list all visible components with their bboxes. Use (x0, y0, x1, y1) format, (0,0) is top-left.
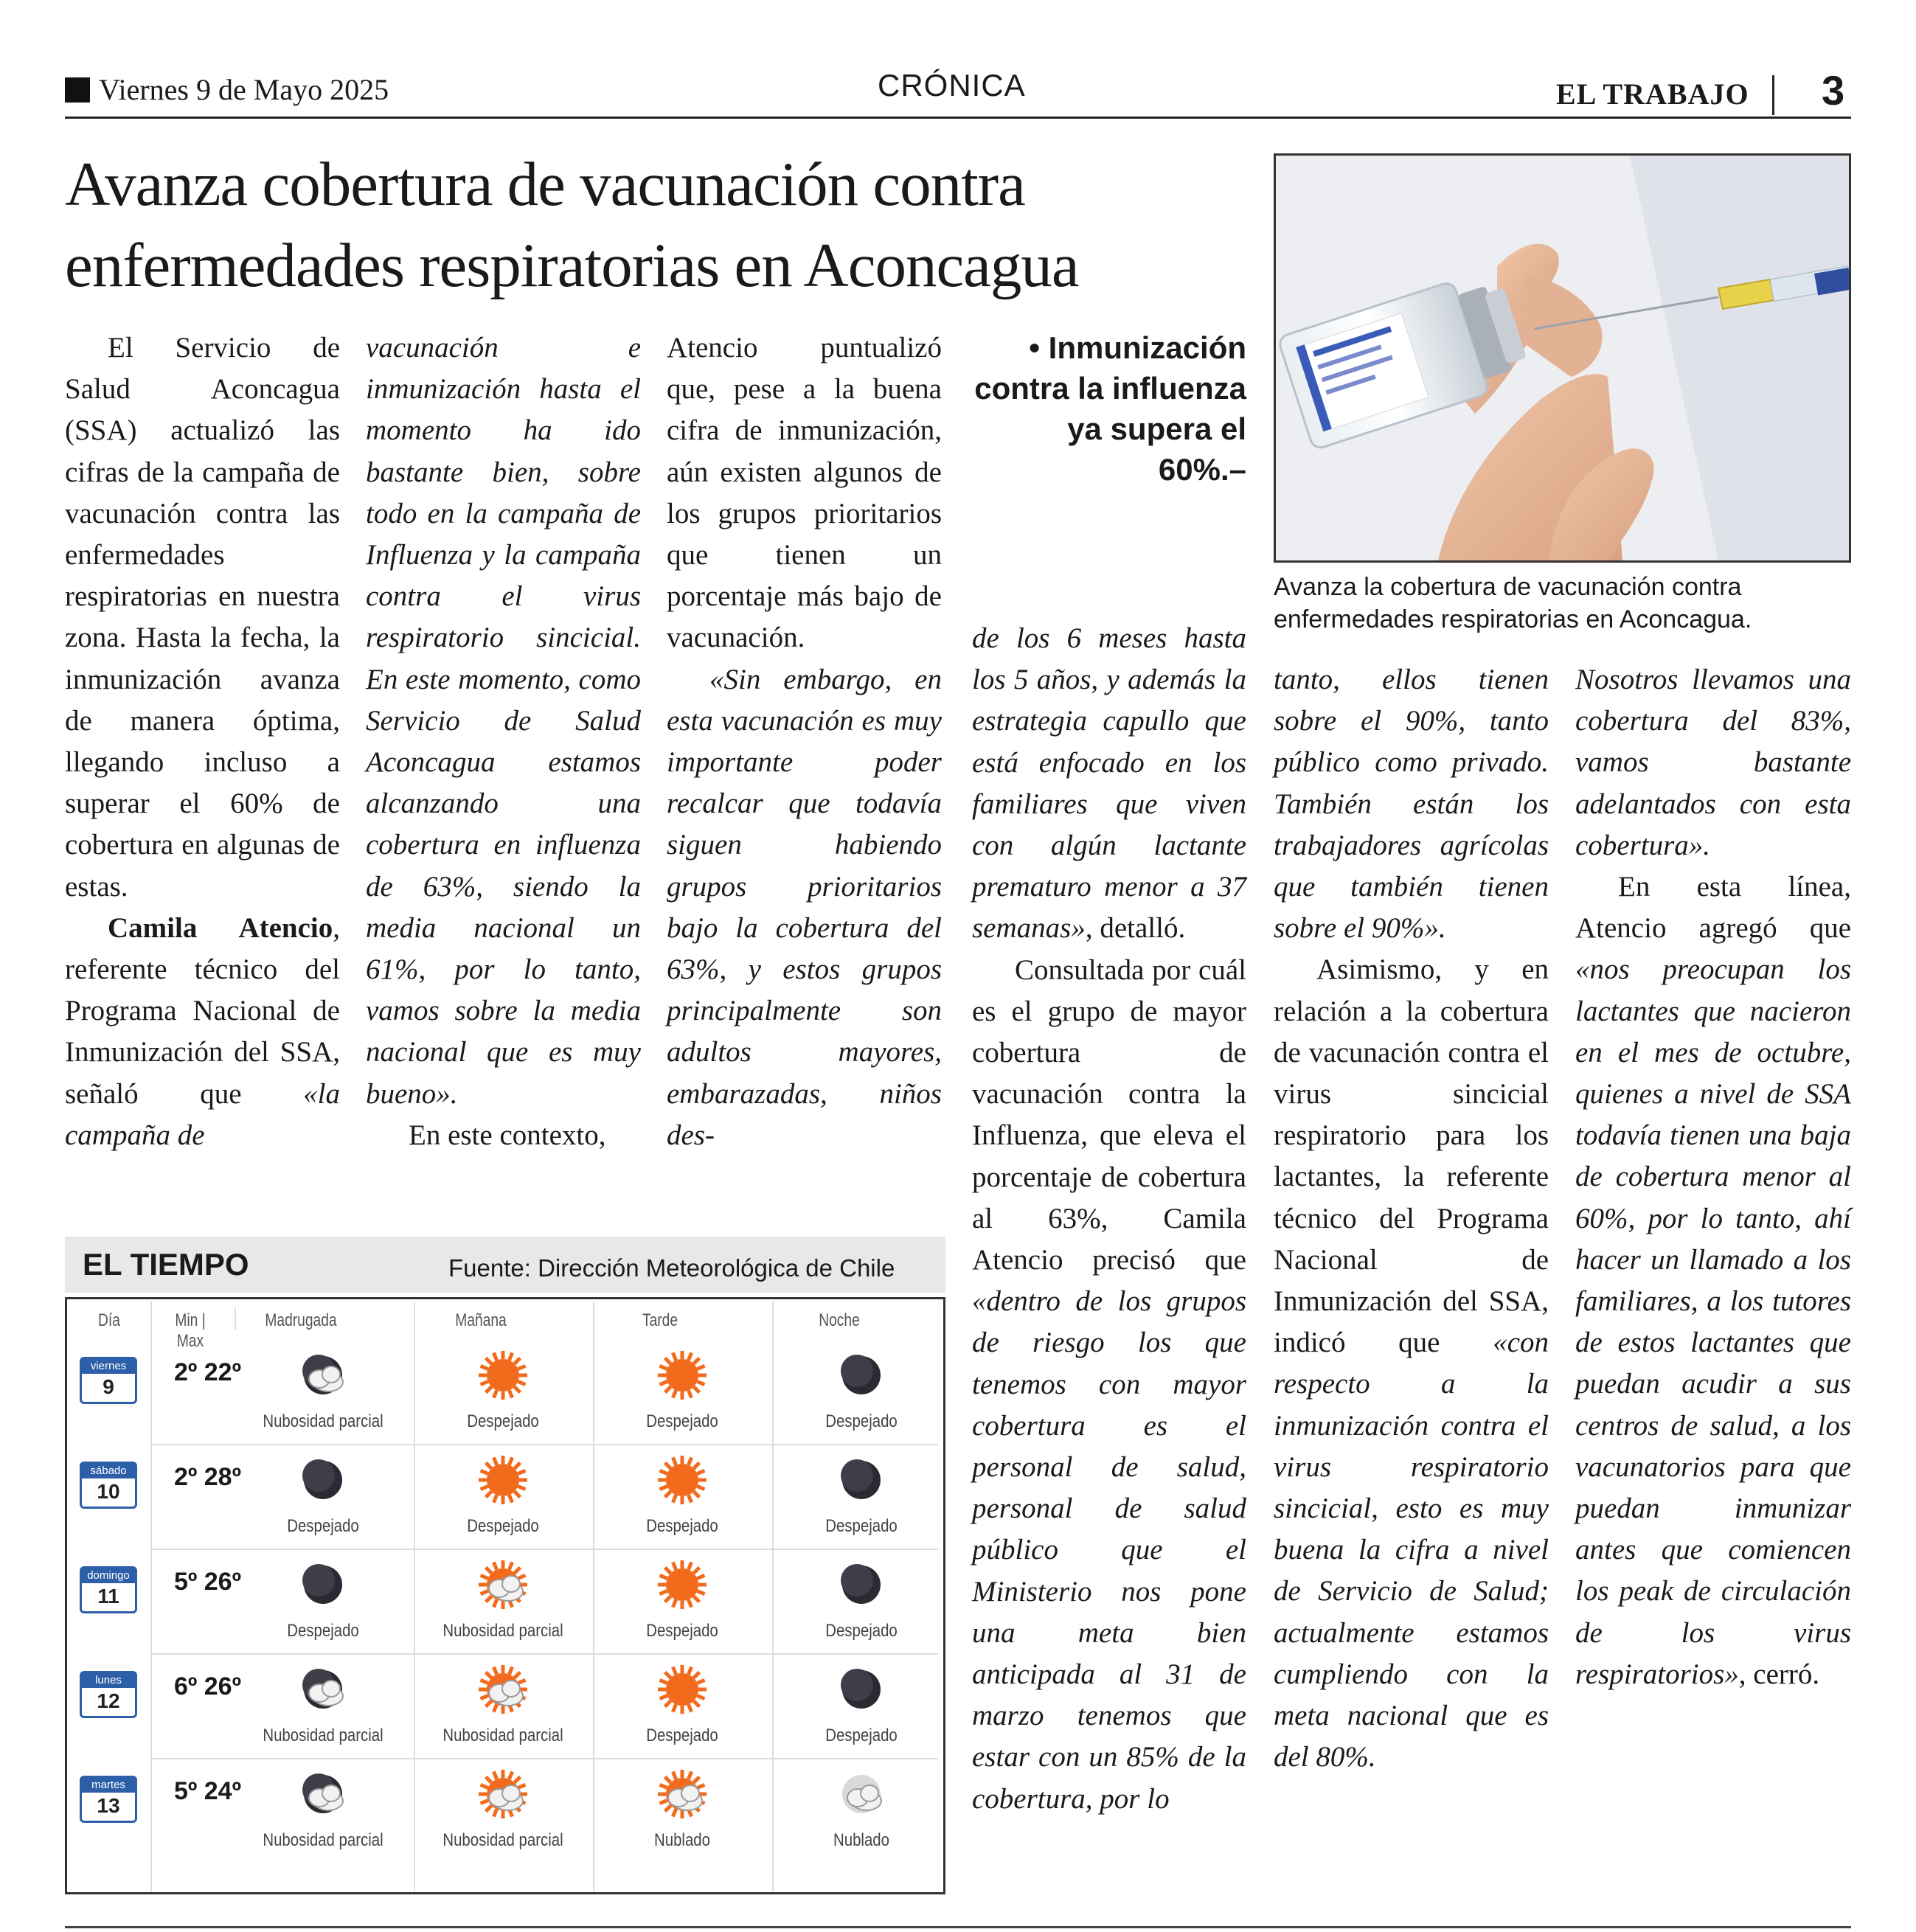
min-max-temps: 5º 24º (174, 1777, 242, 1805)
vaccine-syringe-illustration (1276, 156, 1849, 560)
sun-icon (477, 1349, 529, 1401)
article-column-2 (366, 327, 641, 1156)
day-number: 12 (97, 1689, 120, 1712)
condition-label: Nubosidad parcial (442, 1830, 563, 1850)
moon-cloud-icon (297, 1768, 349, 1820)
article-column-3 (667, 327, 942, 1156)
divider (593, 1302, 594, 1891)
square-bullet-icon (65, 77, 90, 102)
condition-label: Despejado (467, 1516, 539, 1536)
condition-label: Despejado (287, 1516, 359, 1536)
weather-box (65, 1237, 945, 1894)
weekday-label: viernes (82, 1359, 135, 1374)
paragraph: En este contexto, (409, 1119, 606, 1151)
bottom-rule (65, 1926, 1851, 1928)
sun-icon (656, 1454, 708, 1506)
condition-label: Nubosidad parcial (442, 1621, 563, 1641)
paragraph (1274, 659, 1549, 949)
sun-cloud-icon (477, 1768, 529, 1820)
condition-label: Nubosidad parcial (263, 1726, 383, 1745)
moon-icon (836, 1664, 887, 1715)
sun-cloud-icon (656, 1768, 708, 1820)
quote: vacunación e inmunización hasta el momento ha ido bastante bien, sobre todo en la campaña de Influenza y la campaña contra el virus respiratorio sincicial. En este momento, como Servicio de Salud Aconcagua estamos alcanzando una cobertura en influenza de 63%, siendo la media nacional un 61%, por lo tanto, vamos sobre la media nacional que es muy bueno». (366, 332, 641, 1110)
divider (414, 1302, 415, 1891)
col-header-day: Día (98, 1310, 120, 1330)
calendar-icon (80, 1776, 137, 1823)
condition-label: Despejado (646, 1621, 718, 1641)
condition-label: Nublado (654, 1830, 710, 1850)
col-header-madrugada: Madrugada (265, 1310, 337, 1330)
day-number: 13 (97, 1794, 120, 1817)
sun-cloud-icon (477, 1664, 529, 1715)
condition-label: Nubosidad parcial (263, 1411, 383, 1431)
paragraph: Asimismo, y en relación a la cobertura de vacunación contra el virus sincicial respiratorio para los lactantes, la referente técnico del Programa Nacional de Inmunización del SSA, indicó que «con respecto a la inmunización contra el virus respiratorio sincicial, esto es muy buena la cifra a nivel de Servicio de Salud; actualmente estamos cumpliendo con la meta nacional que es del 80%. (1274, 953, 1549, 1773)
sun-icon (656, 1664, 708, 1715)
calendar-icon (80, 1671, 137, 1718)
paragraph: Atencio puntualizó que, pese a la buena cifra de inmunización, aún existen algunos de los grupos prioritarios que tienen un porcentaje más bajo de vacunación. (667, 332, 942, 654)
quote: «con respecto a la inmunización contra el virus respiratorio sincicial, esto es muy buena la cifra a nivel de Servicio de Salud; actualmente estamos cumpliendo con la meta nacional que es del 80%. (1274, 1327, 1549, 1773)
divider (772, 1302, 774, 1891)
condition-label: Despejado (825, 1726, 898, 1745)
day-number: 11 (97, 1585, 119, 1608)
paragraph: Consultada por cuál es el grupo de mayor cobertura de vacunación contra la Influenza, que eleva el porcentaje de cobertura al 63%, Camila Atencio precisó que «dentro de los grupos de riesgo los que tenemos con mayor cobertura es el personal de salud, personal de salud público que el Ministerio nos pone una meta bien anticipada al 31 de marzo tenemos que estar con un 85% de la cobertura, por lo (972, 953, 1246, 1815)
condition-label: Despejado (825, 1411, 898, 1431)
weekday-label: lunes (82, 1673, 135, 1688)
quote: «dentro de los grupos de riesgo los que tenemos con mayor cobertura es el personal de salud, personal de salud público que el Ministerio nos pone una meta bien anticipada al 31 de marzo tenemos que estar con un 85% de la cobertura, por lo (972, 1285, 1246, 1815)
calendar-icon (80, 1462, 137, 1509)
moon-icon (297, 1559, 349, 1610)
quote: de los 6 meses hasta los 5 años, y además la estrategia capullo que está enfocado en los familiares que viven con algún lactante prematuro menor a 37 semanas» (972, 622, 1246, 945)
condition-label: Despejado (646, 1726, 718, 1745)
article-column-5 (1274, 659, 1549, 1778)
condition-label: Nubosidad parcial (442, 1726, 563, 1745)
moon-icon (836, 1559, 887, 1610)
min-max-temps: 6º 26º (174, 1672, 242, 1700)
article-column-1 (65, 327, 340, 1156)
weekday-label: sábado (82, 1464, 135, 1478)
header-rule (65, 117, 1851, 119)
day-number: 9 (103, 1375, 114, 1398)
col-header-noche: Noche (819, 1310, 860, 1330)
weekday-label: martes (82, 1778, 135, 1793)
calendar-icon (80, 1357, 137, 1404)
row-divider (150, 1653, 938, 1655)
paragraph (667, 659, 942, 1156)
cloud-icon (836, 1768, 887, 1820)
row-divider (150, 1444, 938, 1445)
condition-label: Despejado (646, 1411, 718, 1431)
page-number: 3 (1822, 67, 1845, 114)
sun-icon (477, 1454, 529, 1506)
pull-quote: • Inmunización contra la influenza ya supera el 60%.– (974, 330, 1246, 487)
row-divider (150, 1549, 938, 1550)
issue-date: Viernes 9 de Mayo 2025 (65, 72, 389, 107)
col-header-manana: Mañana (455, 1310, 507, 1330)
quote: Nosotros llevamos una cobertura del 83%, vamos bastante adelantados con esta cobertura». (1575, 664, 1851, 861)
condition-label: Despejado (646, 1516, 718, 1536)
paragraph: En esta línea, Atencio agregó que «nos preocupan los lactantes que nacieron en el mes de octubre, quienes a nivel de SSA todavía tienen una baja de cobertura menor al 60%, por lo tanto, ahí hacer un llamado a los familiares, a los tutores de estos lactantes que puedan acudir a sus centros de salud, a los vacunatorios para que puedan inmunizar antes que comiencen los peak de circulación de los virus respiratorios», cerró. (1575, 871, 1851, 1690)
min-max-temps: 2º 22º (174, 1358, 242, 1386)
sun-cloud-icon (477, 1559, 529, 1610)
day-number: 10 (97, 1480, 120, 1503)
sun-icon (656, 1349, 708, 1401)
col-header-minmax: Min | Max (175, 1310, 206, 1351)
paragraph: El Servicio de Salud Aconcagua (SSA) actualizó las cifras de la campaña de vacunación contra las enfermedades respiratorias en nuestra zona. Hasta la fecha, la inmunización avanza de manera óptima, llegando incluso a superar el 60% de cobertura en algunas de estas. (65, 332, 340, 903)
headline: Avanza cobertura de vacunación contra enfermedades respiratorias en Aconcagua (65, 150, 1079, 300)
weather-title: EL TIEMPO (83, 1247, 249, 1282)
paragraph: Camila Atencio, referente técnico del Programa Nacional de Inmunización del SSA, señaló que «la campaña de (65, 911, 340, 1151)
divider (235, 1307, 236, 1330)
quote: tanto, ellos tienen sobre el 90%, tanto público como privado. También están los trabajadores agrícolas que también tienen sobre el 90%». (1274, 664, 1549, 945)
condition-label: Despejado (825, 1621, 898, 1641)
photo-caption: Avanza la cobertura de vacunación contra enfermedades respiratorias en Aconcagua. (1274, 573, 1752, 633)
min-max-temps: 2º 28º (174, 1463, 242, 1491)
moon-icon (836, 1454, 887, 1506)
moon-cloud-icon (297, 1664, 349, 1715)
paragraph (1575, 659, 1851, 866)
quote: «Sin embargo, en esta vacunación es muy importante poder recalcar que todavía siguen habiendo grupos prioritarios bajo la cobertura del 63%, y estos grupos principalmente son adultos mayores, embarazadas, niños des- (667, 663, 942, 1151)
paragraph: de los 6 meses hasta los 5 años, y además la estrategia capullo que está enfocado en los familiares que viven con algún lactante prematuro menor a 37 semanas», detalló. (972, 622, 1246, 945)
moon-icon (297, 1454, 349, 1506)
row-divider (150, 1758, 938, 1759)
condition-label: Despejado (287, 1621, 359, 1641)
person-name: Camila Atencio (108, 911, 333, 944)
section-name: CRÓNICA (878, 68, 1026, 102)
condition-label: Nubosidad parcial (263, 1830, 383, 1850)
newspaper-name: EL TRABAJO (1556, 77, 1749, 111)
article-column-6 (1575, 659, 1851, 1695)
condition-label: Despejado (467, 1411, 539, 1431)
quote: «nos preocupan los lactantes que nacieron en el mes de octubre, quienes a nivel de SSA todavía tienen una baja de cobertura menor al 60%, por lo tanto, ahí hacer un llamado a los familiares, a los tutores de estos lactantes que puedan acudir a sus centros de salud, a los vacunatorios para que puedan inmunizar antes que comiencen los peak de circulación de los virus respiratorios» (1575, 953, 1851, 1690)
paragraph (366, 327, 641, 1115)
article-column-4 (972, 618, 1246, 1820)
condition-label: Nublado (833, 1830, 889, 1850)
moon-cloud-icon (297, 1349, 349, 1401)
col-header-tarde: Tarde (642, 1310, 678, 1330)
article-photo (1274, 153, 1851, 563)
min-max-temps: 5º 26º (174, 1568, 242, 1596)
weather-source: Fuente: Dirección Meteorológica de Chile (448, 1254, 895, 1282)
sun-icon (656, 1559, 708, 1610)
weather-header (65, 1237, 945, 1293)
calendar-icon (80, 1566, 137, 1613)
condition-label: Despejado (825, 1516, 898, 1536)
header-separator (1772, 75, 1774, 115)
moon-icon (836, 1349, 887, 1401)
divider (150, 1302, 152, 1891)
weekday-label: domingo (82, 1568, 135, 1583)
